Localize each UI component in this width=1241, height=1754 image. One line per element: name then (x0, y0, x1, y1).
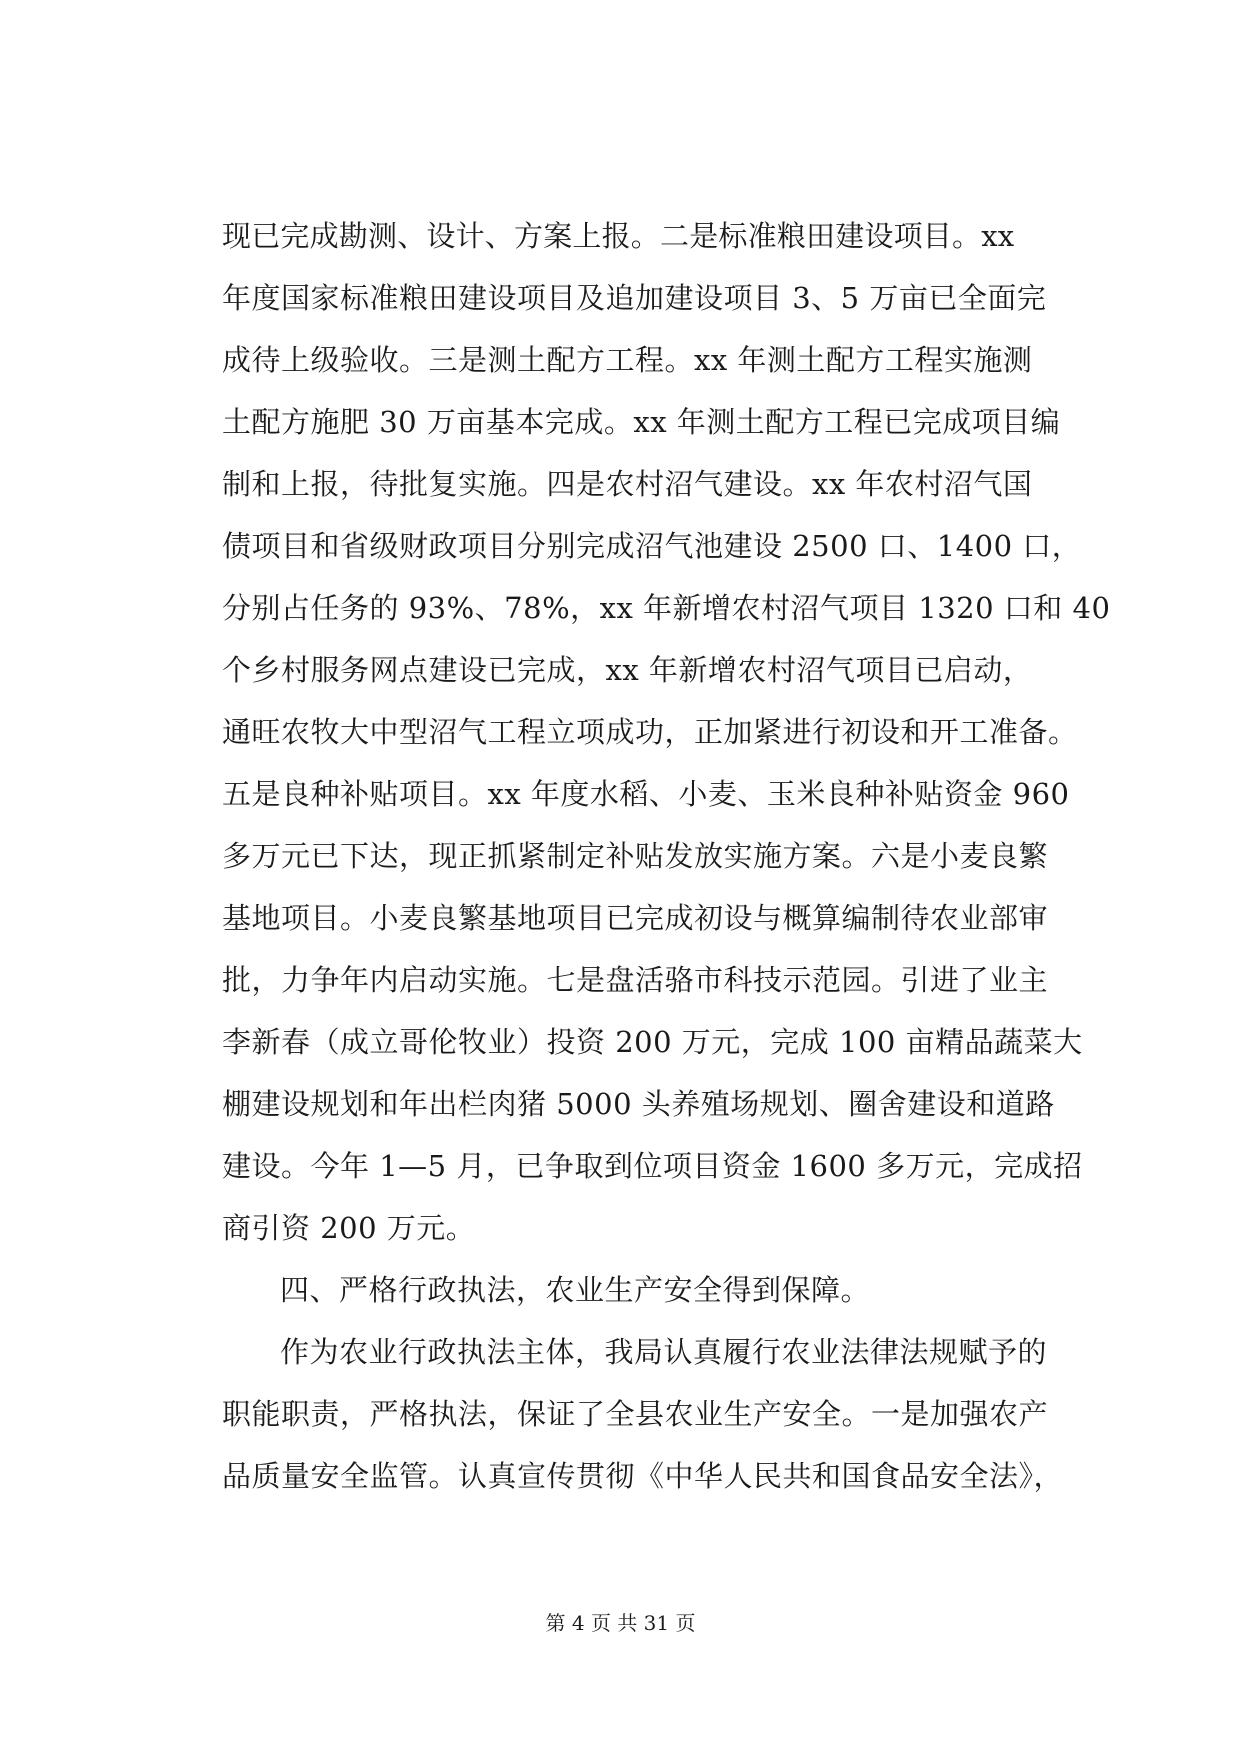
text-line: 建设。今年 1—5 月，已争取到位项目资金 1600 多万元，完成招 (222, 1149, 1083, 1183)
text-line: 通旺农牧大中型沼气工程立项成功，正加紧进行初设和开工准备。 (222, 715, 1078, 749)
text-line: 棚建设规划和年出栏肉猪 5000 头养殖场规划、圈舍建设和道路 (222, 1087, 1055, 1121)
text-line: 李新春（成立哥伦牧业）投资 200 万元，完成 100 亩精品蔬菜大 (222, 1025, 1083, 1059)
text-line: 批，力争年内启动实施。七是盘活骆市科技示范园。引进了业主 (222, 963, 1049, 997)
text-line: 土配方施肥 30 万亩基本完成。xx 年测土配方工程已完成项目编 (222, 405, 1061, 439)
text-line: 成待上级验收。三是测土配方工程。xx 年测土配方工程实施测 (222, 343, 1033, 377)
text-line: 个乡村服务网点建设已完成，xx 年新增农村沼气项目已启动， (222, 653, 1033, 687)
text-line: 商引资 200 万元。 (222, 1211, 476, 1245)
text-line: 制和上报，待批复实施。四是农村沼气建设。xx 年农村沼气国 (222, 467, 1033, 501)
text-line: 五是良种补贴项目。xx 年度水稻、小麦、玉米良种补贴资金 960 (222, 777, 1070, 811)
text-line: 作为农业行政执法主体，我局认真履行农业法律法规赋予的 (280, 1335, 1048, 1369)
document-body (222, 205, 1111, 1507)
page-number-footer: 第 4 页 共 31 页 (545, 1611, 696, 1635)
text-line: 年度国家标准粮田建设项目及追加建设项目 3、5 万亩已全面完 (222, 281, 1047, 315)
text-line: 多万元已下达，现正抓紧制定补贴发放实施方案。六是小麦良繁 (222, 839, 1049, 873)
text-line: 分别占任务的 93%、78%，xx 年新增农村沼气项目 1320 口和 40 (222, 591, 1111, 625)
text-line: 职能职责，严格执法，保证了全县农业生产安全。一是加强农产 (222, 1397, 1049, 1431)
section-heading: 四、严格行政执法，农业生产安全得到保障。 (280, 1273, 871, 1307)
text-line: 基地项目。小麦良繁基地项目已完成初设与概算编制待农业部审 (222, 901, 1049, 935)
text-line: 债项目和省级财政项目分别完成沼气池建设 2500 口、1400 口， (222, 529, 1082, 563)
text-line: 现已完成勘测、设计、方案上报。二是标准粮田建设项目。xx (222, 219, 1015, 253)
text-line: 品质量安全监管。认真宣传贯彻《中华人民共和国食品安全法》， (222, 1459, 1064, 1493)
